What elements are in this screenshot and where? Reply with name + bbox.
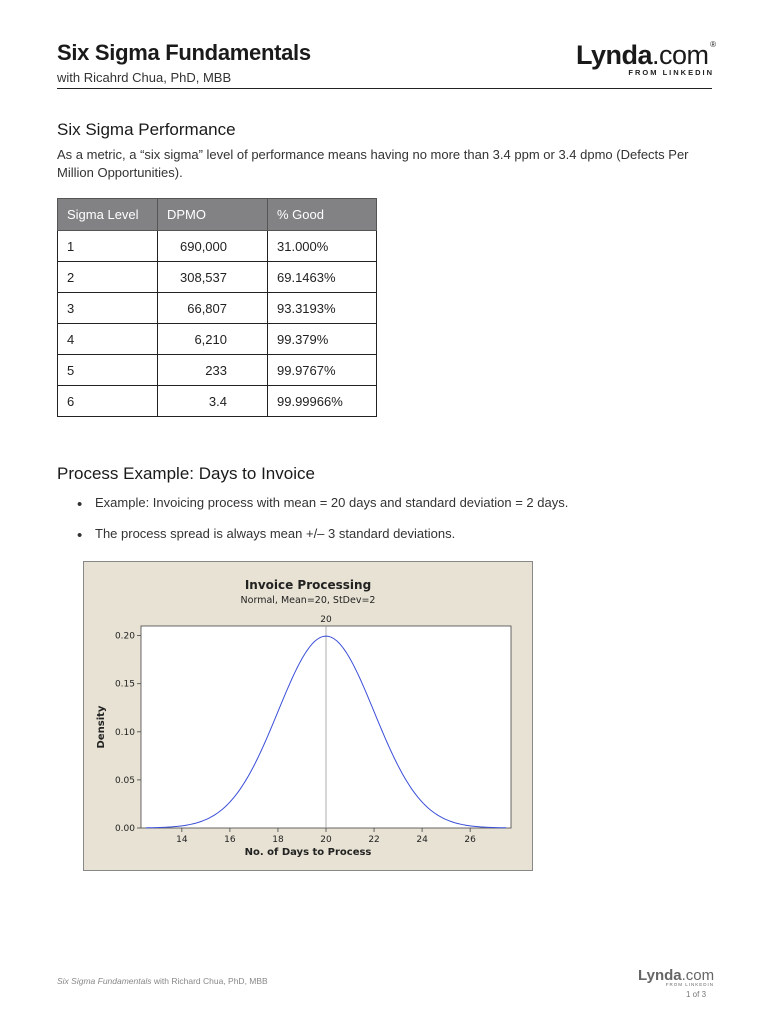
- normal-distribution-chart: [84, 562, 532, 870]
- table-cell: 1: [58, 231, 158, 262]
- y-tick-label: 0.15: [114, 679, 135, 690]
- table-cell: 99.99966%: [268, 386, 377, 417]
- table-row: [58, 231, 377, 262]
- table-row: [58, 386, 377, 417]
- table-row: [58, 262, 377, 293]
- section-heading-process-example: Process Example: Days to Invoice: [57, 464, 315, 483]
- table-cell: 3: [58, 293, 158, 324]
- table-cell: 69.1463%: [268, 262, 377, 293]
- x-tick-label: 22: [368, 835, 380, 845]
- x-tick-label: 14: [176, 835, 188, 845]
- list-item: • Example: Invoicing process with mean = 20 days and standard deviation = 2 days.: [77, 495, 569, 513]
- table-cell: 6: [58, 386, 158, 417]
- mean-reference-label: 20: [320, 615, 332, 625]
- table-cell: 5: [58, 355, 158, 386]
- chart-frame: [83, 561, 533, 871]
- column-header: % Good: [268, 199, 377, 231]
- column-header: Sigma Level: [58, 199, 158, 231]
- chart-subtitle: Normal, Mean=20, StDev=2: [240, 595, 376, 606]
- table-cell: 66,807: [158, 293, 268, 324]
- bullet-list: [77, 495, 568, 557]
- lynda-logo: Lynda.com ® FROM LINKEDIN: [576, 40, 716, 77]
- page-number: 1 of 3: [686, 990, 707, 999]
- document-subtitle: with Ricahrd Chua, PhD, MBB: [57, 70, 232, 85]
- table-row: [58, 355, 377, 386]
- table-cell: 99.379%: [268, 324, 377, 355]
- document-title: Six Sigma Fundamentals: [57, 40, 311, 65]
- header-divider: [57, 88, 712, 89]
- footer-lynda-logo: Lynda.com FROM LINKEDIN: [638, 967, 715, 987]
- x-axis-label: No. of Days to Process: [244, 847, 372, 858]
- table-cell: 233: [158, 355, 268, 386]
- sigma-table: [57, 198, 377, 417]
- table-cell: 4: [58, 324, 158, 355]
- y-axis-label: Density: [96, 705, 107, 749]
- table-cell: 308,537: [158, 262, 268, 293]
- column-header: DPMO: [158, 199, 268, 231]
- performance-paragraph: As a metric, a “six sigma” level of performance means having no more than 3.4 ppm or 3.4 dpmo (Defects Per Million Opportunities).: [57, 147, 689, 180]
- x-tick-label: 26: [464, 835, 476, 845]
- table-row: [58, 324, 377, 355]
- list-item: • The process spread is always mean +/– 3 standard deviations.: [77, 526, 456, 544]
- table-cell: 99.9767%: [268, 355, 377, 386]
- footer-course-credit: Six Sigma Fundamentals with Richard Chua, PhD, MBB: [57, 976, 268, 986]
- x-tick-label: 16: [224, 835, 236, 845]
- bullet-icon: •: [77, 527, 83, 544]
- y-tick-label: 0.10: [114, 727, 135, 738]
- table-cell: 3.4: [158, 386, 268, 417]
- table-header-row: [58, 199, 377, 231]
- x-tick-label: 20: [320, 835, 332, 845]
- section-heading-performance: Six Sigma Performance: [57, 120, 236, 139]
- chart-title: Invoice Processing: [244, 578, 372, 592]
- table-cell: 690,000: [158, 231, 268, 262]
- table-cell: 31.000%: [268, 231, 377, 262]
- table-cell: 6,210: [158, 324, 268, 355]
- x-tick-label: 24: [416, 835, 428, 845]
- table-cell: 2: [58, 262, 158, 293]
- y-tick-label: 0.00: [114, 824, 135, 834]
- bullet-icon: •: [77, 496, 83, 513]
- table-cell: 93.3193%: [268, 293, 377, 324]
- table-row: [58, 293, 377, 324]
- y-tick-label: 0.05: [114, 775, 135, 786]
- y-tick-label: 0.20: [114, 631, 135, 642]
- x-tick-label: 18: [272, 835, 284, 845]
